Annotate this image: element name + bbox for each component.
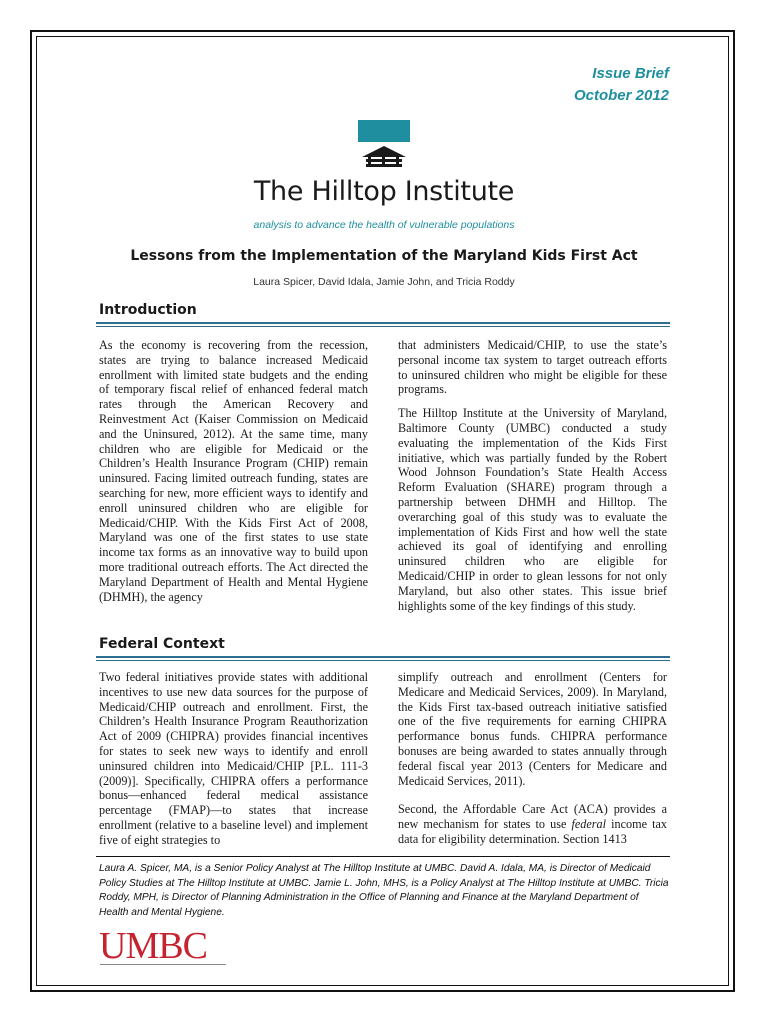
section-heading-introduction: Introduction [99,302,197,318]
footnote-rule [96,856,670,857]
organization-tagline: analysis to advance the health of vulnerable populations [253,219,515,231]
section-rule [96,656,670,658]
paragraph: simplify outreach and enrollment (Centers for Medicare and Medicaid Services, 2009). In Maryland, the Kids First tax-based outreach initiative satisfied one of the five requirements for earning CHIPRA performance bonus funds. CHIPRA performance bonuses are being awarded to states annually through federal fiscal year 2013 (Centers for Medicare and Medicaid Services, 2011). [398,670,667,788]
paragraph: The Hilltop Institute at the University of Maryland, Baltimore County (UMBC) conducted a study evaluating the implementation of the Kids First initiative, which was partially funded by the Robert Wood Johnson Foundation’s State Health Access Reform Evaluation (SHARE) program through a partnership between DHMH and Hilltop. The overarching goal of this study was to evaluate the implementation of Kids First and how well the state achieved its goal of identifying and enrolling uninsured children who are eligible for Medicaid/CHIP in order to glean lessons for not only Maryland, but also other states. This issue brief highlights some of the key findings of this study. [398,406,667,613]
issue-brief-label: Issue Brief [592,65,669,82]
text-span: income tax data for eligibility determination. Section 1413 [398,817,667,846]
issue-brief-header [574,63,669,107]
federal-right-column [398,670,667,856]
text-span: Second, the Affordable Care Act (ACA) provides a new mechanism for states to use [398,802,667,832]
intro-right-column [398,338,667,622]
document-title: Lessons from the Implementation of the Maryland Kids First Act [130,248,638,264]
authors-line: Laura Spicer, David Idala, Jamie John, and Tricia Roddy [253,276,515,288]
organization-name: The Hilltop Institute [253,176,515,207]
issue-date: October 2012 [573,87,669,104]
section-rule [96,660,670,661]
hilltop-logo-icon [358,120,410,170]
paragraph [398,802,667,846]
paragraph: that administers Medicaid/CHIP, to use the state’s personal income tax system to target outreach efforts to uninsured children who might be eligible for these programs. [398,338,667,397]
umbc-logo: UMBC [99,925,207,967]
author-footnote: Laura A. Spicer, MA, is a Senior Policy Analyst at The Hilltop Institute at UMBC. David A. Idala, MA, is Director of Medicaid Policy Studies at The Hilltop Institute at UMBC. Jamie L. John, MHS, is a Policy Analyst at The Hilltop Institute at UMBC. Tricia Roddy, MPH, is Director of Planning Administration in the Office of Planning and Finance at the Maryland Department of Health and Mental Hygiene. [99,863,669,918]
section-rule [96,326,670,327]
section-rule [96,322,670,324]
emphasis-text: federal [571,817,607,832]
paragraph: Two federal initiatives provide states with additional incentives to use new data sources for the purpose of Medicaid/CHIP outreach and enrollment. First, the Children’s Health Insurance Program Reauthorization Act of 2009 (CHIPRA) provides financial incentives for states to seek new ways to identify and enroll uninsured children into Medicaid/CHIP [P.L. 111-3 (2009)]. Specifically, CHIPRA offers a performance bonus—enhanced federal medical assistance percentage (FMAP)—to states that increase enrollment (relative to a baseline level) and implement five of eight strategies to [99,670,368,847]
paragraph: As the economy is recovering from the recession, states are trying to balance increased Medicaid enrollment with limited state budgets and the ending of temporary fiscal relief of enhanced federal match rates through the American Recovery and Reinvestment Act (Kaiser Commission on Medicaid and the Uninsured, 2012). At the same time, many children who are eligible for Medicaid or the Children’s Health Insurance Program (CHIP) remain uninsured. Facing limited outreach funding, states are searching for new, more efficient ways to identify and enroll uninsured children who are eligible for Medicaid/CHIP. With the Kids First Act of 2008, Maryland was one of the first states to use state income tax forms as an innovative way to build upon more traditional outreach efforts. The Act directed the Maryland Department of Health and Mental Hygiene (DHMH), the agency [99,338,368,604]
umbc-logo-underline [100,964,226,967]
intro-left-column [99,338,368,613]
section-heading-federal-context: Federal Context [99,636,225,652]
federal-left-column [99,670,368,857]
